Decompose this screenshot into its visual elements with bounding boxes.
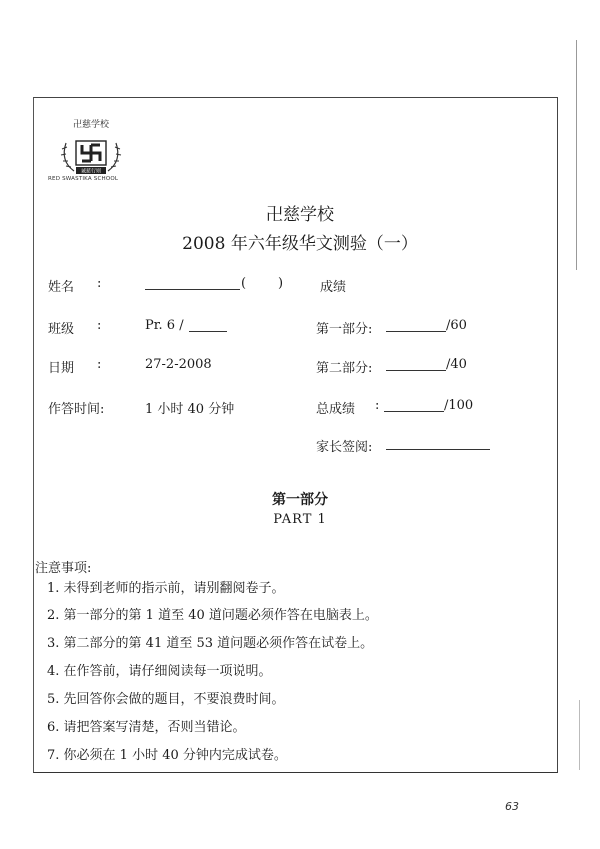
part2-score-total: /40 [446, 357, 467, 372]
emblem-motto: 诚慈行则 [80, 168, 102, 175]
school-logo-caption: RED SWASTIKA SCHOOL [48, 176, 119, 182]
date-value: 27-2-2008 [145, 357, 212, 372]
class-blank [189, 320, 227, 332]
name-colon: : [97, 276, 102, 291]
total-score-total: /100 [444, 398, 474, 413]
notes-title: 注意事项: [35, 561, 92, 576]
part2-score-blank [386, 359, 446, 371]
part1-score-label: 第一部分: [316, 322, 373, 337]
total-score-blank [384, 400, 444, 412]
note-item: 6. 请把答案写清楚，否则当错论。 [47, 720, 246, 735]
part2-score-label: 第二部分: [316, 361, 373, 376]
time-value: 1 小时 40 分钟 [145, 402, 235, 417]
date-colon: : [97, 357, 102, 372]
total-score-colon: : [375, 398, 380, 413]
time-label: 作答时间: [48, 402, 105, 417]
total-score-label: 总成绩 [316, 402, 356, 417]
name-paren-close: ) [278, 276, 284, 291]
note-item: 2. 第一部分的第 1 道至 40 道问题必须作答在电脑表上。 [47, 608, 378, 623]
section-title-en: PART 1 [273, 512, 327, 527]
parent-signature-blank [386, 438, 490, 450]
emblem-text: 卍慈学校 [72, 120, 110, 130]
class-value: Pr. 6 / [145, 318, 184, 333]
part1-score-total: /60 [446, 318, 467, 333]
class-colon: : [97, 318, 102, 333]
name-blank [145, 278, 240, 290]
name-paren-open: ( [241, 276, 247, 291]
date-label: 日期 [48, 361, 75, 376]
note-item: 4. 在作答前，请仔细阅读每一项说明。 [47, 664, 272, 679]
scan-edge-mark [579, 700, 580, 770]
note-item: 7. 你必须在 1 小时 40 分钟内完成试卷。 [47, 748, 287, 763]
grade-label: 成绩 [320, 280, 347, 295]
parent-signature-label: 家长签阅: [316, 440, 373, 455]
exam-title: 2008 年六年级华文测验（一） [182, 234, 418, 254]
section-title-cn: 第一部分 [272, 492, 328, 508]
school-name: 卍慈学校 [266, 205, 334, 225]
note-item: 1. 未得到老师的指示前，请别翻阅卷子。 [47, 581, 285, 596]
part1-score-blank [386, 320, 446, 332]
class-label: 班级 [48, 322, 75, 337]
name-label: 姓名 [48, 280, 75, 295]
note-item: 5. 先回答你会做的题目，不要浪费时间。 [47, 692, 285, 707]
note-item: 3. 第二部分的第 41 道至 53 道问题必须作答在试卷上。 [47, 636, 374, 651]
page-number: 63 [505, 800, 519, 813]
